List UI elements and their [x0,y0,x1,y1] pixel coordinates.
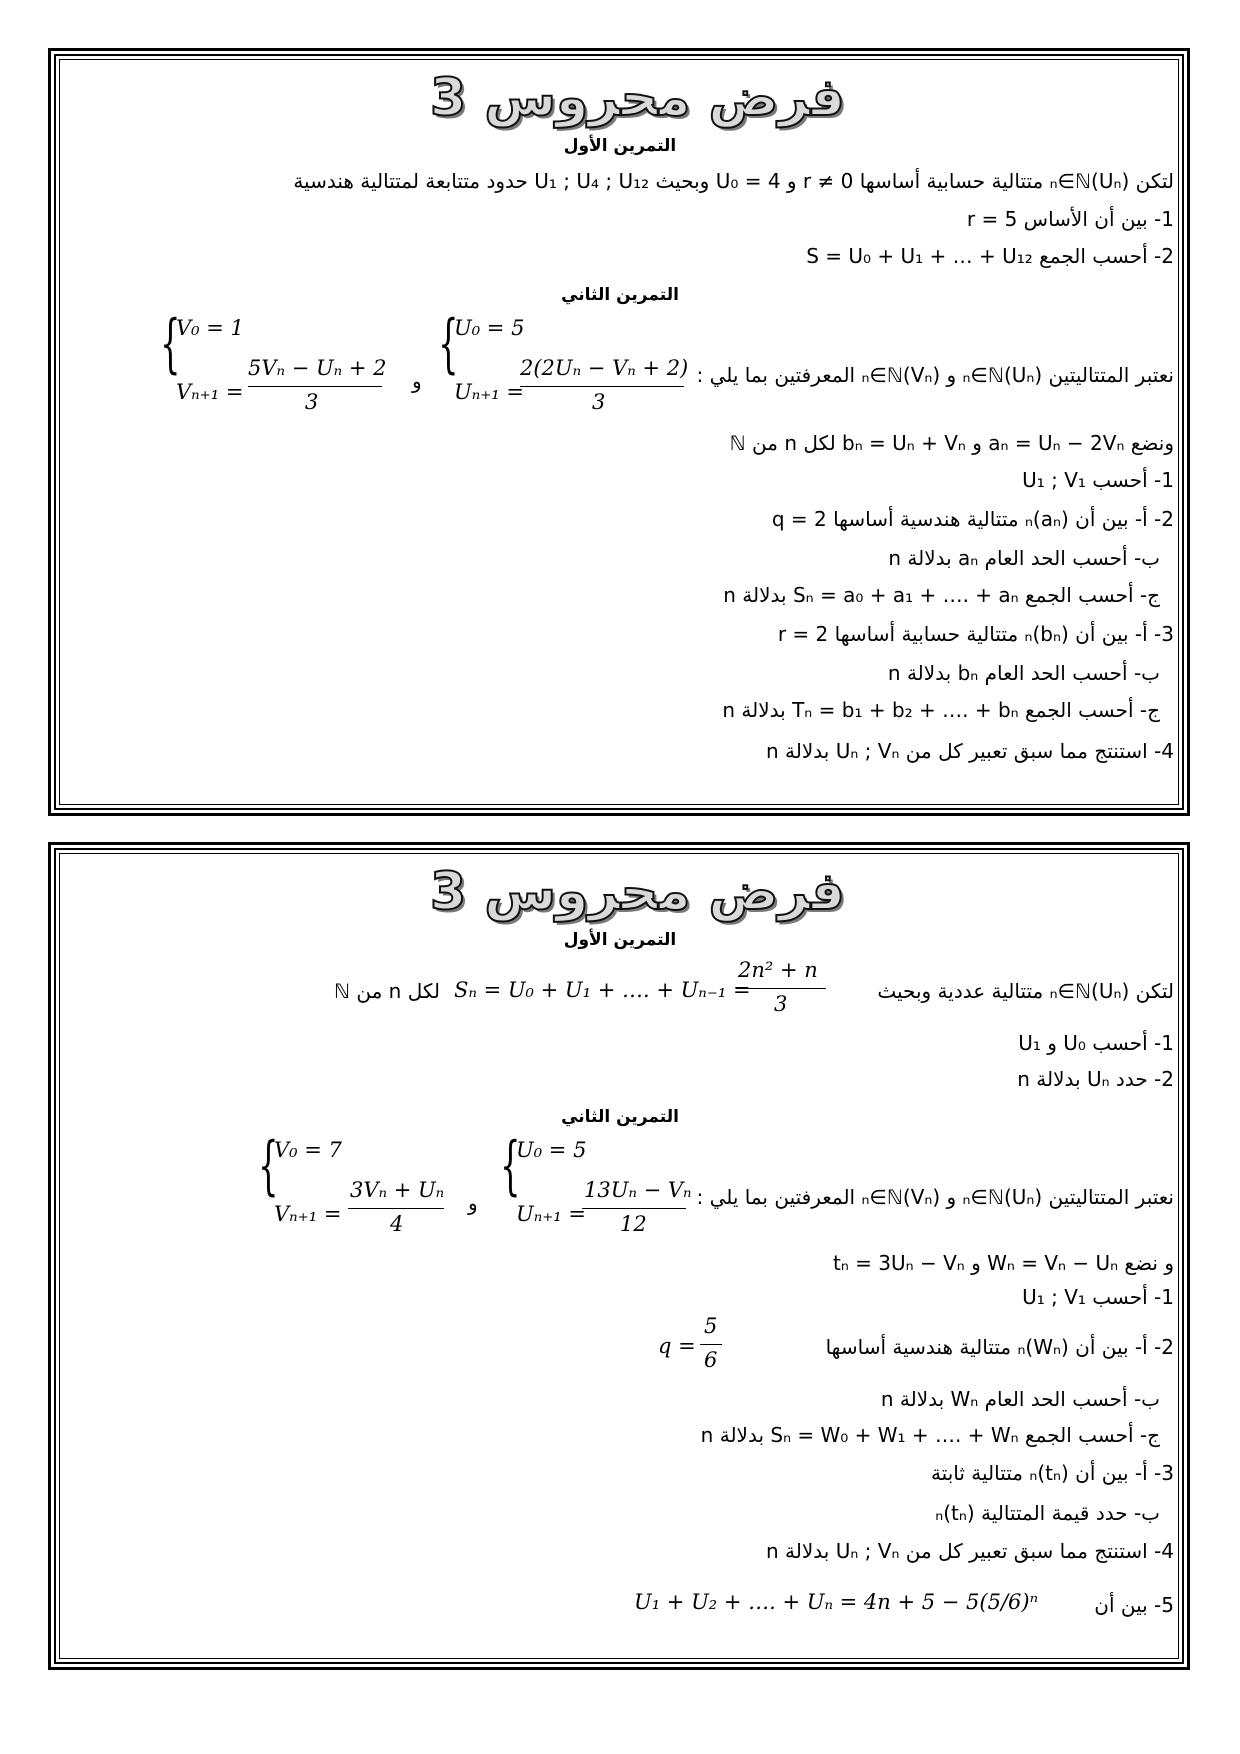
test-1-ex2-question-2c: ج- أحسب الجمع Sₙ = a₀ + a₁ + …. + aₙ بدلالة n [723,583,1160,607]
test-2-v0: V₀ = 7 [274,1138,342,1162]
test-2-sum-fraction-bar [736,988,826,989]
test-2-sum-numerator: 2n² + n [738,958,818,982]
test-2-u-next-denominator: 12 [620,1212,647,1236]
test-1-title: فرض محروس 3 [430,68,845,128]
test-1-question-2: 2- أحسب الجمع S = U₀ + U₁ + … + U₁₂ [806,244,1174,268]
test-2-title: فرض محروس 3 [430,862,845,922]
test-2-ratio-fraction-bar [700,1344,722,1345]
test-2-u-next-lhs: Uₙ₊₁ = [516,1202,586,1226]
test-1-ex2-question-3c: ج- أحسب الجمع Tₙ = b₁ + b₂ + …. + bₙ بدلالة n [722,698,1160,722]
test-1-u-fraction-bar [520,386,684,387]
test-2-ex2-question-5-formula: U₁ + U₂ + …. + Uₙ = 4n + 5 − 5(5/6)ⁿ [634,1590,1039,1614]
test-2-exercise-1-statement: لتكن (Uₙ)ₙ∈ℕ متتالية عددية وبحيث [877,979,1174,1003]
test-2-u0: U₀ = 5 [516,1138,587,1162]
test-2-ratio-numerator: 5 [704,1314,718,1338]
test-1-exercise-2-statement: نعتبر المتتاليتين (Uₙ)ₙ∈ℕ و (Vₙ)ₙ∈ℕ المعرفتين بما يلي : [696,363,1174,387]
test-2-ex2-question-1: 1- أحسب U₁ ; V₁ [1022,1285,1174,1309]
test-2-exercise-1-heading: التمرين الأول [563,930,677,950]
test-2-for-all-n: لكل n من ℕ [333,979,440,1003]
test-1-u-next-numerator: 2(2Uₙ − Vₙ + 2) [520,356,689,380]
test-1-v-fraction-bar [248,386,382,387]
test-2-v-next-lhs: Vₙ₊₁ = [274,1202,342,1226]
test-1-exercise-1-statement: لتكن (Uₙ)ₙ∈ℕ متتالية حسابية أساسها r ≠ 0 و U₀ = 4 وبحيث U₁ ; U₄ ; U₁₂ حدود متتابعة لمتتالية هندسية [293,169,1174,193]
test-1-v-next-denominator: 3 [305,390,319,414]
test-2-exercise-2-heading: التمرين الثاني [561,1107,679,1127]
test-1-system-u-brace: { [438,307,459,381]
test-2-exercise-2-statement: نعتبر المتتاليتين (Uₙ)ₙ∈ℕ و (Vₙ)ₙ∈ℕ المعرفتين بما يلي : [696,1185,1174,1209]
test-1-u-next-lhs: Uₙ₊₁ = [454,380,524,404]
test-1-exercise-2-heading: التمرين الثاني [561,285,679,305]
test-1-system-v-brace: { [160,307,181,381]
test-2-and: و [468,1191,478,1215]
test-1-ex2-question-3b: ب- أحسب الحد العام bₙ بدلالة n [887,661,1160,685]
test-2-system-u-brace: { [500,1129,521,1203]
test-1-ex2-question-2b: ب- أحسب الحد العام aₙ بدلالة n [888,546,1160,570]
test-2-v-fraction-bar [348,1208,444,1209]
test-2-u-fraction-bar [582,1208,686,1209]
test-2-ex2-question-2c: ج- أحسب الجمع Sₙ = W₀ + W₁ + …. + Wₙ بدلالة n [700,1423,1160,1447]
test-1-v-next-lhs: Vₙ₊₁ = [176,380,244,404]
test-1-ex2-question-4: 4- استنتج مما سبق تعبير كل من Uₙ ; Vₙ بدلالة n [766,739,1174,763]
test-2-ex2-question-5: 5- بين أن [1094,1593,1174,1617]
test-1-u-next-denominator: 3 [592,390,606,414]
test-2-u-next-numerator: 13Uₙ − Vₙ [584,1178,692,1202]
test-2-ex2-question-2a: 2- أ- بين أن (Wₙ)ₙ متتالية هندسية أساسها [825,1335,1174,1359]
test-1-v-next-numerator: 5Vₙ − Uₙ + 2 [248,356,387,380]
test-2-sum-lhs: Sₙ = U₀ + U₁ + …. + Uₙ₋₁ = [454,978,751,1002]
test-1-u0: U₀ = 5 [454,316,525,340]
test-2-v-next-denominator: 4 [390,1212,404,1236]
test-1-definitions: ونضع aₙ = Uₙ − 2Vₙ و bₙ = Uₙ + Vₙ لكل n من ℕ [729,431,1174,455]
test-2-ratio-denominator: 6 [704,1348,718,1372]
test-1-and: و [412,369,422,393]
test-2-ex2-question-4: 4- استنتج مما سبق تعبير كل من Uₙ ; Vₙ بدلالة n [766,1539,1174,1563]
test-2-system-v-brace: { [258,1129,279,1203]
test-2-ex2-question-2b: ب- أحسب الحد العام Wₙ بدلالة n [880,1387,1160,1411]
test-1-exercise-1-heading: التمرين الأول [563,136,677,156]
test-2-ratio-lhs: q = [658,1334,696,1358]
test-1-ex2-question-2a: 2- أ- بين أن (aₙ)ₙ متتالية هندسية أساسها q = 2 [771,507,1174,531]
test-1-ex2-question-3a: 3- أ- بين أن (bₙ)ₙ متتالية حسابية أساسها r = 2 [777,622,1174,646]
test-2-ex2-question-3a: 3- أ- بين أن (tₙ)ₙ متتالية ثابتة [930,1461,1174,1485]
test-2-sum-denominator: 3 [774,992,788,1016]
test-1-question-1: 1- بين أن الأساس r = 5 [966,207,1174,231]
test-2-definitions: و نضع Wₙ = Vₙ − Uₙ و tₙ = 3Uₙ − Vₙ [832,1251,1174,1275]
test-2-question-1: 1- أحسب U₀ و U₁ [1018,1031,1174,1055]
test-1-ex2-question-1: 1- أحسب U₁ ; V₁ [1022,468,1174,492]
test-1-v0: V₀ = 1 [176,316,244,340]
test-2-question-2: 2- حدد Uₙ بدلالة n [1017,1067,1174,1091]
test-2-v-next-numerator: 3Vₙ + Uₙ [350,1178,445,1202]
test-2-ex2-question-3b: ب- حدد قيمة المتتالية (tₙ)ₙ [935,1501,1160,1525]
